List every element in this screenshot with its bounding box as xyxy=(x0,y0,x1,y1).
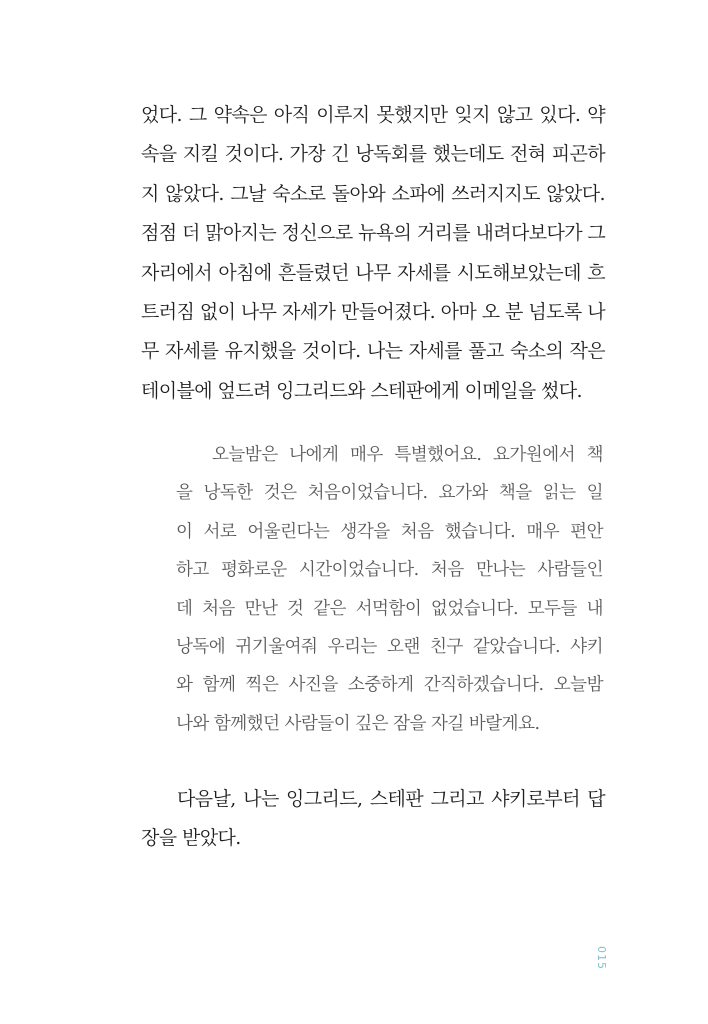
paragraph-line: 자리에서 아침에 흔들렸던 나무 자세를 시도해보았는데 흐 xyxy=(141,261,605,284)
letter-line: 낭독에 귀기울여줘 우리는 오랜 친구 같았습니다. 샤키 xyxy=(176,637,603,658)
letter-line: 이 서로 어울린다는 생각을 처음 했습니다. 매우 편안 xyxy=(176,521,603,542)
paragraph-line: 테이블에 엎드려 잉그리드와 스테판에게 이메일을 썼다. xyxy=(141,379,582,402)
paragraph-line: 다음날, 나는 잉그리드, 스테판 그리고 샤키로부터 답 xyxy=(177,788,605,810)
letter-line: 나와 함께했던 사람들이 깊은 잠을 자길 바랄게요. xyxy=(176,713,540,734)
main-paragraph xyxy=(141,96,605,411)
letter-line: 을 낭독한 것은 처음이었습니다. 요가와 책을 읽는 일 xyxy=(176,483,603,504)
paragraph-line: 점점 더 맑아지는 정신으로 뉴욕의 거리를 내려다보다가 그 xyxy=(141,222,606,245)
page-number-text: 015 xyxy=(595,946,608,970)
letter-quote xyxy=(176,436,603,743)
paragraph-line: 지 않았다. 그날 숙소로 돌아와 소파에 쓰러지지도 않았다. xyxy=(141,182,605,205)
letter-line: 오늘밤은 나에게 매우 특별했어요. 요가원에서 책 xyxy=(212,445,603,465)
paragraph-line: 었다. 그 약속은 아직 이루지 못했지만 잊지 않고 있다. 약 xyxy=(141,104,605,126)
page-number xyxy=(582,946,608,970)
paragraph-line: 트러짐 없이 나무 자세가 만들어졌다. 아마 오 분 넘도록 나 xyxy=(141,301,605,324)
letter-line: 와 함께 찍은 사진을 소중하게 간직하겠습니다. 오늘밤 xyxy=(176,675,603,696)
paragraph-line: 속을 지킬 것이다. 가장 긴 낭독회를 했는데도 전혀 피곤하 xyxy=(141,143,605,166)
closing-paragraph xyxy=(141,780,605,859)
letter-line: 데 처음 만난 것 같은 서먹함이 없었습니다. 모두들 내 xyxy=(176,598,603,619)
paragraph-line: 장을 받았다. xyxy=(141,827,241,850)
letter-line: 하고 평화로운 시간이었습니다. 처음 만나는 사람들인 xyxy=(176,560,603,581)
paragraph-line: 무 자세를 유지했을 것이다. 나는 자세를 풀고 숙소의 작은 xyxy=(141,340,605,363)
